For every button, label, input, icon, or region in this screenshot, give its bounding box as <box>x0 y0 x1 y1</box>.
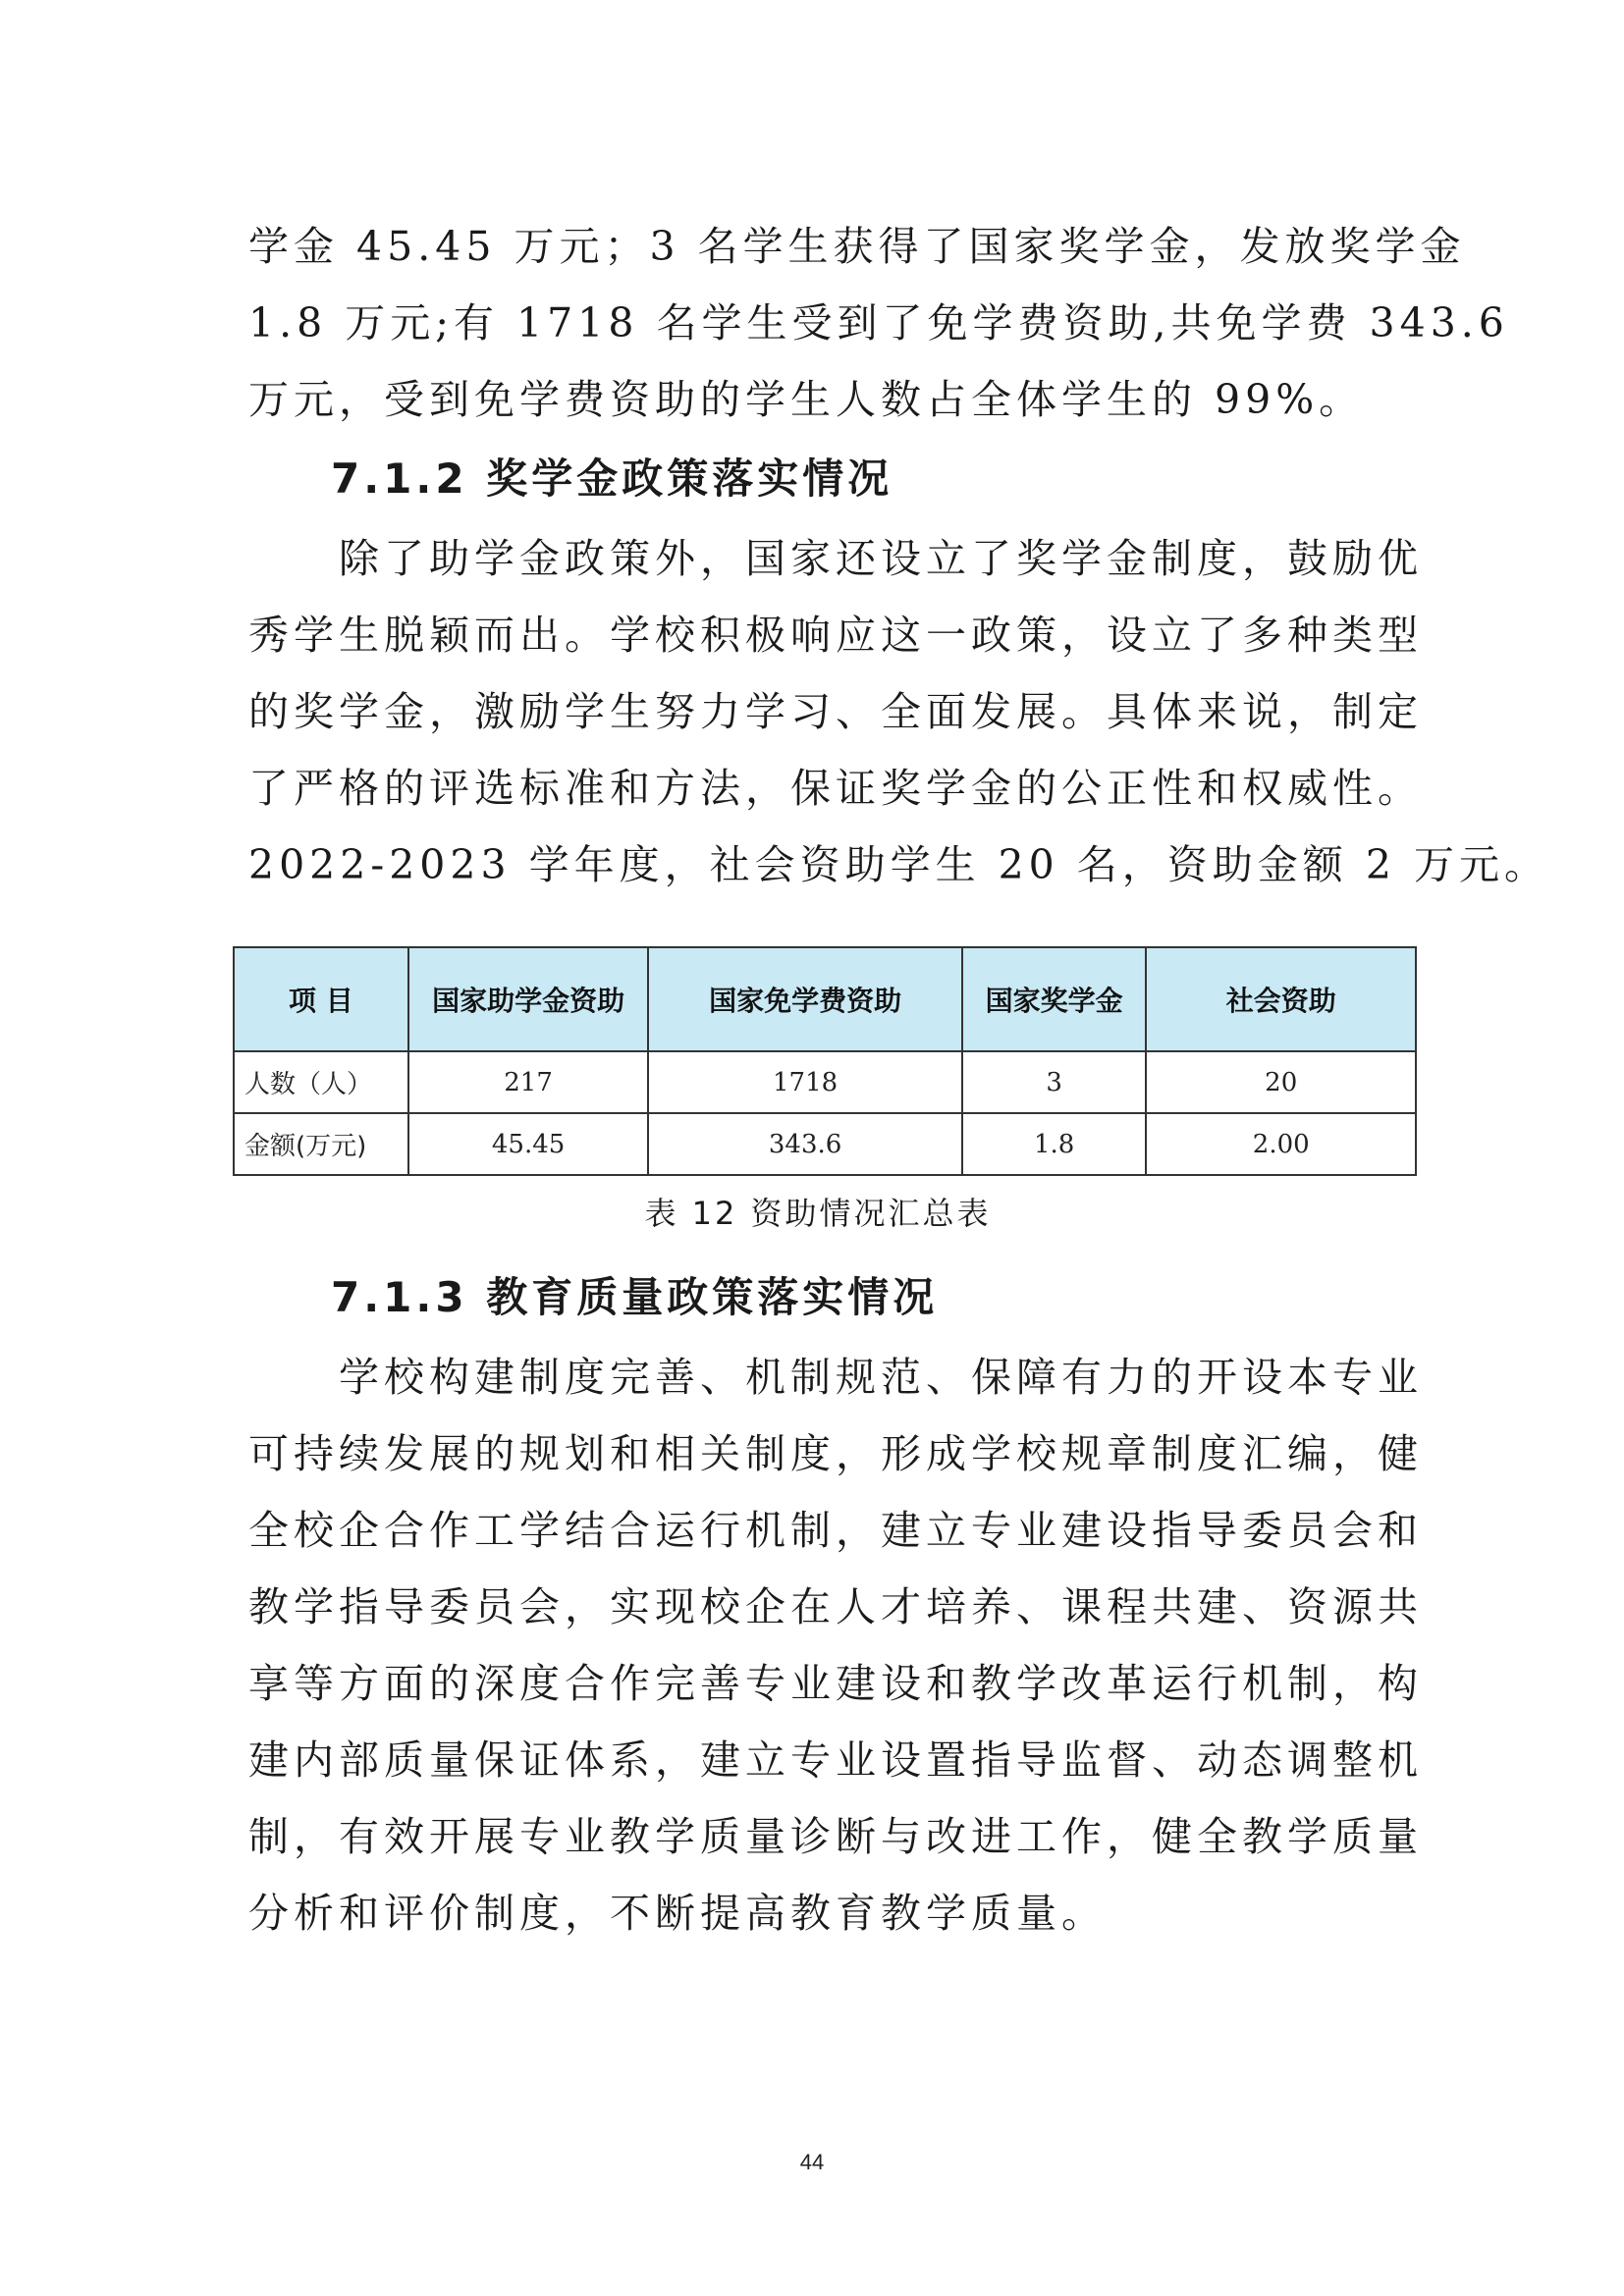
table-cell: 2.00 <box>1146 1113 1416 1175</box>
text-line: 秀学生脱颖而出。学校积极响应这一政策，设立了多种类型 <box>248 612 1423 659</box>
text-line: 的奖学金，激励学生努力学习、全面发展。具体来说，制定 <box>248 688 1423 735</box>
table-caption: 表 12 资助情况汇总表 <box>644 1195 992 1232</box>
text-line: 制，有效开展专业教学质量诊断与改进工作，健全教学质量 <box>248 1813 1423 1860</box>
text-line: 享等方面的深度合作完善专业建设和教学改革运行机制，构 <box>248 1660 1423 1707</box>
text-line: 了严格的评选标准和方法，保证奖学金的公正性和权威性。 <box>248 765 1423 812</box>
header-social-funding: 社会资助 <box>1146 947 1416 1051</box>
text-line: 除了助学金政策外，国家还设立了奖学金制度，鼓励优 <box>248 535 1423 582</box>
text-line: 1.8 万元;有 1718 名学生受到了免学费资助,共免学费 343.6 <box>248 299 1509 347</box>
header-national-scholarship: 国家奖学金 <box>962 947 1147 1051</box>
table-cell: 20 <box>1146 1051 1416 1113</box>
funding-summary-table-wrapper <box>233 946 1417 1176</box>
text-line: 可持续发展的规划和相关制度，形成学校规章制度汇编，健 <box>248 1430 1423 1477</box>
table-cell: 45.45 <box>408 1113 649 1175</box>
table-row <box>234 1113 1416 1175</box>
header-tuition-waiver: 国家免学费资助 <box>648 947 961 1051</box>
table-cell: 217 <box>408 1051 649 1113</box>
table-cell: 3 <box>962 1051 1147 1113</box>
text-line: 教学指导委员会，实现校企在人才培养、课程共建、资源共 <box>248 1583 1423 1630</box>
paragraph-top <box>248 208 1509 438</box>
document-body <box>244 208 1549 1951</box>
paragraph-scholarship <box>248 520 1549 903</box>
row-label: 金额(万元) <box>234 1113 408 1175</box>
text-line: 建内部质量保证体系，建立专业设置指导监督、动态调整机 <box>248 1736 1423 1784</box>
page-number: 44 <box>799 2150 825 2174</box>
paragraph-education-quality <box>248 1339 1423 1951</box>
table-row <box>234 1051 1416 1113</box>
header-item: 项 目 <box>234 947 408 1051</box>
row-label: 人数（人） <box>234 1051 408 1113</box>
section-heading-7-1-2: 7.1.2 奖学金政策落实情况 <box>331 454 893 503</box>
section-heading-7-1-3: 7.1.3 教育质量政策落实情况 <box>331 1273 939 1321</box>
text-line: 万元，受到免学费资助的学生人数占全体学生的 99%。 <box>248 376 1365 423</box>
table-cell: 1.8 <box>962 1113 1147 1175</box>
text-line: 学校构建制度完善、机制规范、保障有力的开设本专业 <box>248 1354 1423 1401</box>
text-line: 学金 45.45 万元；3 名学生获得了国家奖学金，发放奖学金 <box>248 223 1466 270</box>
table-cell: 343.6 <box>648 1113 961 1175</box>
table-cell: 1718 <box>648 1051 961 1113</box>
text-line: 分析和评价制度，不断提高教育教学质量。 <box>248 1890 1107 1937</box>
header-national-grant: 国家助学金资助 <box>408 947 649 1051</box>
table-header-row <box>234 947 1416 1051</box>
funding-summary-table <box>233 946 1417 1176</box>
text-line: 2022-2023 学年度，社会资助学生 20 名，资助金额 2 万元。 <box>248 841 1549 888</box>
text-line: 全校企合作工学结合运行机制，建立专业建设指导委员会和 <box>248 1507 1423 1554</box>
